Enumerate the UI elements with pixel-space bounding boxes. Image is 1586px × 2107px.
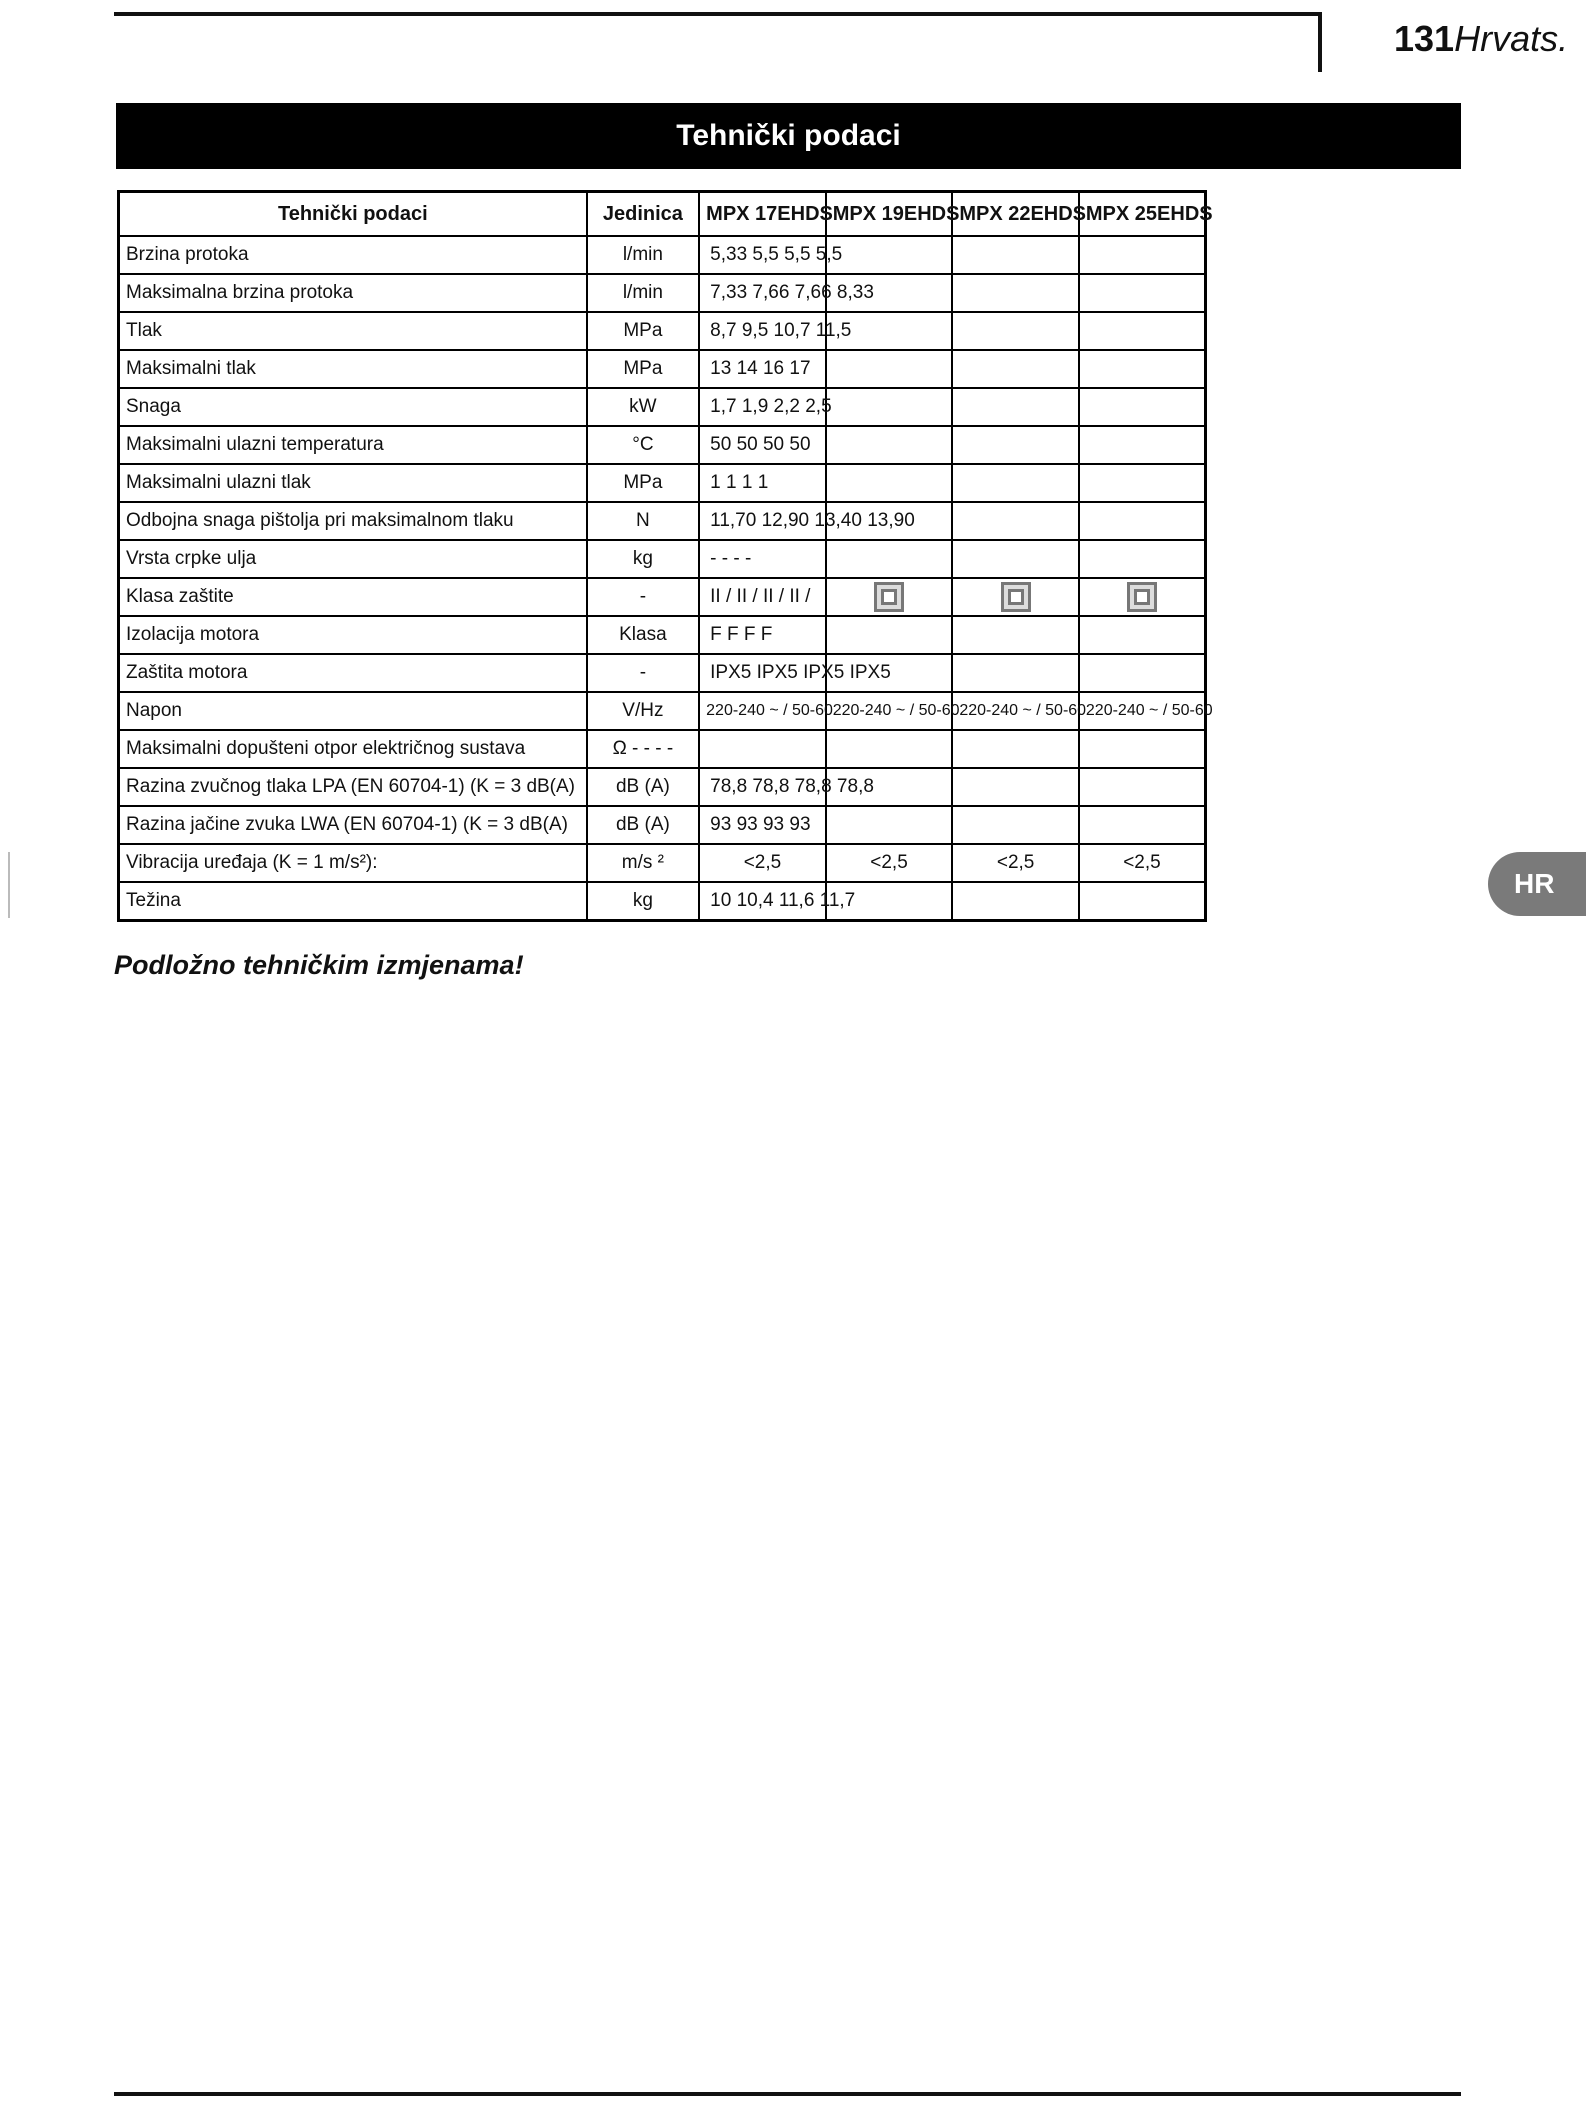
value-cell — [952, 274, 1079, 312]
unit-cell: Klasa — [587, 616, 700, 654]
unit-cell: dB (A) — [587, 806, 700, 844]
header-unit: Jedinica — [587, 192, 700, 237]
unit-cell: l/min — [587, 236, 700, 274]
unit-cell: dB (A) — [587, 768, 700, 806]
unit-cell: MPa — [587, 312, 700, 350]
value-cell: - - - - — [699, 540, 826, 578]
unit-cell: kg — [587, 882, 700, 921]
unit-cell: V/Hz — [587, 692, 700, 730]
value-cell — [1079, 768, 1206, 806]
unit-cell: - — [587, 654, 700, 692]
value-cell — [952, 236, 1079, 274]
value-cell — [1079, 236, 1206, 274]
value-cell: <2,5 — [826, 844, 953, 882]
unit-cell: l/min — [587, 274, 700, 312]
param-cell: Klasa zaštite — [119, 578, 587, 616]
table-row — [119, 882, 1206, 921]
double-insulation-icon — [1127, 582, 1157, 612]
top-rule-tick — [1318, 12, 1322, 72]
section-title-bar — [116, 103, 1461, 169]
value-cell: 11,70 12,90 13,40 13,90 — [699, 502, 826, 540]
unit-cell: kg — [587, 540, 700, 578]
bottom-rule — [114, 2092, 1461, 2096]
value-cell — [1079, 502, 1206, 540]
page-header — [1394, 18, 1568, 60]
value-cell: 10 10,4 11,6 11,7 — [699, 882, 826, 921]
table-row — [119, 426, 1206, 464]
value-cell — [1079, 350, 1206, 388]
double-insulation-icon — [1001, 582, 1031, 612]
unit-cell: °C — [587, 426, 700, 464]
value-cell — [1079, 312, 1206, 350]
value-cell: <2,5 — [1079, 844, 1206, 882]
value-cell: 50 50 50 50 — [699, 426, 826, 464]
value-cell — [952, 578, 1079, 616]
table-row — [119, 464, 1206, 502]
value-cell: 220-240 ~ / 50-60 — [826, 692, 953, 730]
unit-cell: MPa — [587, 464, 700, 502]
value-cell: <2,5 — [952, 844, 1079, 882]
value-cell — [952, 426, 1079, 464]
value-cell — [1079, 388, 1206, 426]
value-cell: 1 1 1 1 — [699, 464, 826, 502]
value-cell: 1,7 1,9 2,2 2,5 — [699, 388, 826, 426]
value-cell — [1079, 806, 1206, 844]
table-row — [119, 312, 1206, 350]
param-cell: Maksimalni tlak — [119, 350, 587, 388]
table-row — [119, 844, 1206, 882]
table-row — [119, 616, 1206, 654]
header-model-2: MPX 19EHDS — [826, 192, 953, 237]
unit-cell: Ω - - - - — [587, 730, 700, 768]
value-cell: 13 14 16 17 — [699, 350, 826, 388]
top-rule — [114, 12, 1322, 16]
value-cell — [826, 350, 953, 388]
header-model-3: MPX 22EHDS — [952, 192, 1079, 237]
value-cell — [952, 806, 1079, 844]
table-row — [119, 274, 1206, 312]
header-model-1: MPX 17EHDS — [699, 192, 826, 237]
side-margin-mark — [8, 852, 10, 918]
param-cell: Snaga — [119, 388, 587, 426]
param-cell: Razina zvučnog tlaka LPA (EN 60704-1) (K = 3 dB(A) — [119, 768, 587, 806]
footnote: Podložno tehničkim izmjenama! — [114, 950, 524, 980]
value-cell: 5,33 5,5 5,5 5,5 — [699, 236, 826, 274]
value-cell — [952, 882, 1079, 921]
value-cell: <2,5 — [699, 844, 826, 882]
param-cell: Maksimalna brzina protoka — [119, 274, 587, 312]
value-cell — [952, 768, 1079, 806]
value-cell: 78,8 78,8 78,8 78,8 — [699, 768, 826, 806]
page-number: 131 — [1394, 18, 1455, 59]
value-cell: 220-240 ~ / 50-60 — [952, 692, 1079, 730]
value-cell: 8,7 9,5 10,7 11,5 — [699, 312, 826, 350]
value-cell — [699, 730, 826, 768]
param-cell: Vibracija uređaja (K = 1 m/s²): — [119, 844, 587, 882]
param-cell: Vrsta crpke ulja — [119, 540, 587, 578]
value-cell — [1079, 540, 1206, 578]
table-row — [119, 806, 1206, 844]
unit-cell: MPa — [587, 350, 700, 388]
page-language: Hrvats. — [1454, 18, 1569, 59]
value-cell — [952, 388, 1079, 426]
table-row — [119, 654, 1206, 692]
param-cell: Maksimalni ulazni tlak — [119, 464, 587, 502]
table-header-row — [119, 192, 1206, 237]
table-row — [119, 578, 1206, 616]
value-cell — [952, 312, 1079, 350]
table-row — [119, 388, 1206, 426]
param-cell: Tlak — [119, 312, 587, 350]
header-param: Tehnički podaci — [119, 192, 587, 237]
table-row — [119, 540, 1206, 578]
value-cell: 7,33 7,66 7,66 8,33 — [699, 274, 826, 312]
param-cell: Maksimalni ulazni temperatura — [119, 426, 587, 464]
value-cell — [826, 540, 953, 578]
value-cell — [1079, 426, 1206, 464]
value-cell — [826, 464, 953, 502]
language-tab-label: HR — [1514, 868, 1555, 899]
double-insulation-icon — [874, 582, 904, 612]
table-row — [119, 350, 1206, 388]
param-cell: Razina jačine zvuka LWA (EN 60704-1) (K = 3 dB(A) — [119, 806, 587, 844]
section-title: Tehnički podaci — [676, 119, 901, 152]
param-cell: Odbojna snaga pištolja pri maksimalnom tlaku — [119, 502, 587, 540]
table-row — [119, 730, 1206, 768]
table-row — [119, 236, 1206, 274]
value-cell — [952, 730, 1079, 768]
param-cell: Zaštita motora — [119, 654, 587, 692]
value-cell — [1079, 882, 1206, 921]
language-tab — [1488, 852, 1586, 916]
value-cell — [1079, 730, 1206, 768]
spec-table — [117, 190, 1213, 922]
value-cell: 220-240 ~ / 50-60 — [1079, 692, 1206, 730]
value-cell — [826, 426, 953, 464]
unit-cell: N — [587, 502, 700, 540]
header-model-4: MPX 25EHDS — [1079, 192, 1206, 237]
value-cell — [1079, 274, 1206, 312]
value-cell: 220-240 ~ / 50-60 — [699, 692, 826, 730]
table-row — [119, 502, 1206, 540]
value-cell — [1079, 578, 1206, 616]
param-cell: Napon — [119, 692, 587, 730]
value-cell: IPX5 IPX5 IPX5 IPX5 — [699, 654, 826, 692]
value-cell: 93 93 93 93 — [699, 806, 826, 844]
value-cell — [952, 502, 1079, 540]
value-cell — [826, 730, 953, 768]
param-cell: Brzina protoka — [119, 236, 587, 274]
param-cell: Težina — [119, 882, 587, 921]
value-cell — [952, 654, 1079, 692]
value-cell — [826, 236, 953, 274]
unit-cell: m/s ² — [587, 844, 700, 882]
unit-cell: kW — [587, 388, 700, 426]
value-cell: F F F F — [699, 616, 826, 654]
param-cell: Izolacija motora — [119, 616, 587, 654]
value-cell — [952, 540, 1079, 578]
value-cell — [826, 388, 953, 426]
value-cell — [952, 350, 1079, 388]
value-cell — [1079, 464, 1206, 502]
value-cell — [1079, 654, 1206, 692]
value-cell — [952, 464, 1079, 502]
value-cell — [952, 616, 1079, 654]
value-cell — [826, 806, 953, 844]
value-cell — [699, 578, 826, 616]
value-cell — [826, 578, 953, 616]
table-row — [119, 768, 1206, 806]
protection-class-text: II / II / II / II / — [710, 586, 811, 607]
unit-cell: - — [587, 578, 700, 616]
table-row — [119, 692, 1206, 730]
param-cell: Maksimalni dopušteni otpor električnog sustava — [119, 730, 587, 768]
value-cell — [1079, 616, 1206, 654]
value-cell — [826, 616, 953, 654]
